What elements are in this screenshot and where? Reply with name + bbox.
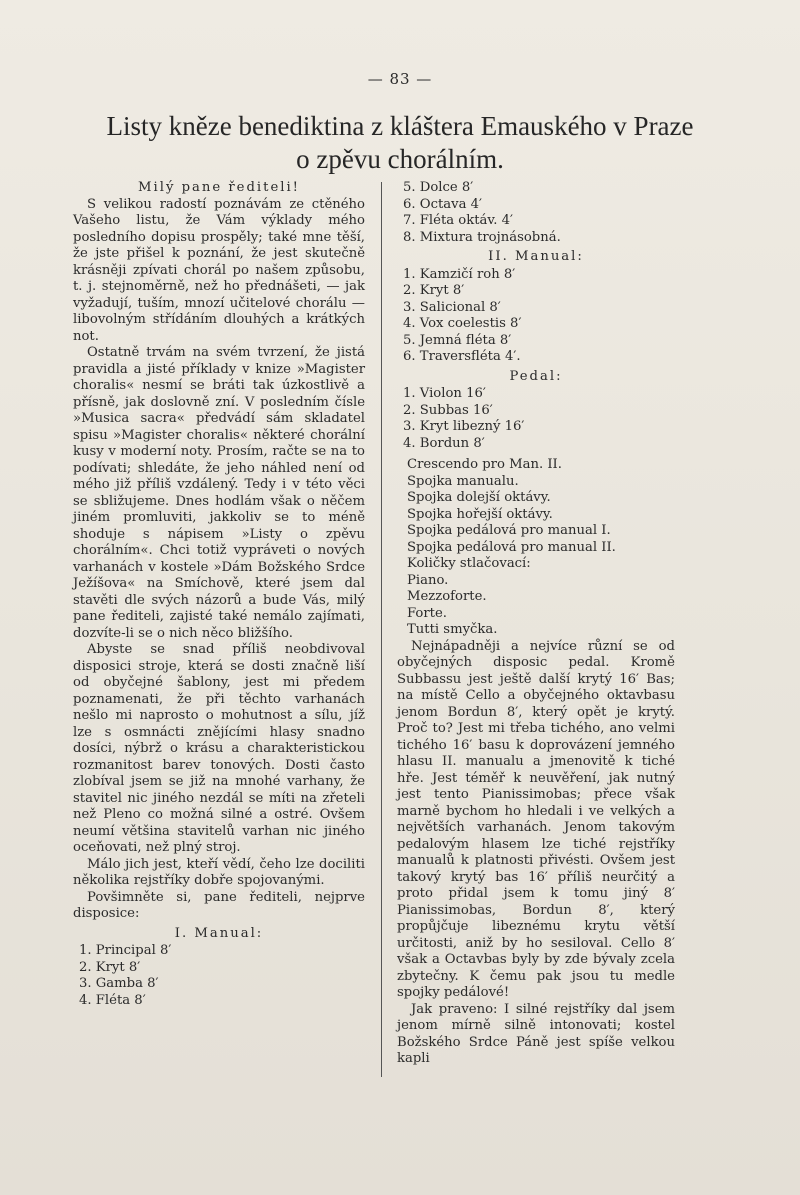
paragraph: Abyste se snad příliš neobdivoval disposici stroje, která se dosti značně liší od obyčejné šablony, jest mi předem poznamenati, že při těchto varhanách nešlo mi naprosto o mohutnost a sílu, jíž lze s osmnácti znějícími hlasy snadno dosíci, nýbrž o krásu a charakteristickou rozmanitost barev tonových. Dosti často zlobíval jsem se již na mnohé varhany, že stavitel nic jiného nezdál se míti na zřeteli než Pleno co možná silné a ostré. Ovšem neumí většina stavitelů varhan nic jiného oceňovati, než plný stroj.	[73, 642, 365, 855]
manual-1-list	[73, 943, 365, 1009]
list-item: 7. Fléta oktáv. 4′	[403, 213, 514, 228]
list-item: 4. Fléta 8′	[79, 992, 146, 1008]
list-item: 2. Subbas 16′	[403, 402, 493, 418]
greeting: Milý pane řediteli!	[138, 180, 300, 195]
extra-item: Spojka pedálová pro manual II.	[407, 539, 616, 555]
extra-item: Mezzoforte.	[407, 589, 487, 604]
title-line-2: o zpěvu chorálním.	[296, 144, 504, 174]
list-item: 2. Kryt 8′	[79, 959, 141, 975]
paragraph: Povšimněte si, pane řediteli, nejprve disposice:	[73, 889, 365, 921]
paragraph: Málo jich jest, kteří vědí, čeho lze dociliti několika rejstříky dobře spojovanými.	[73, 856, 365, 888]
paragraph: Jak praveno: I silné rejstříky dal jsem jenom mírně silně intonovati; kostel Božského Srdce Páně jest spíše velkou kapli	[397, 1001, 675, 1066]
list-item: 4. Vox coelestis 8′	[403, 316, 522, 331]
list-item: 1. Kamzičí roh 8′	[403, 266, 516, 282]
list-item: 8. Mixtura trojnásobná.	[403, 229, 561, 245]
list-item: 3. Gamba 8′	[79, 976, 159, 991]
extra-item: Količky stlačovací:	[407, 556, 531, 571]
manual-2-list	[397, 267, 675, 366]
extra-item: Spojka pedálová pro manual I.	[407, 523, 611, 538]
list-item: 5. Jemná fléta 8′	[403, 332, 512, 348]
right-column	[397, 180, 675, 1068]
list-item: 1. Violon 16′	[403, 386, 486, 401]
pedal-list	[397, 386, 675, 452]
list-item: 6. Octava 4′	[403, 196, 483, 212]
extra-item: Piano.	[407, 572, 449, 588]
paragraph: S velikou radostí poznávám ze ctěného Vašeho listu, že Vám výklady mého posledního dopisu prospěly; také mne těší, že jste přišel k poznání, že jest skutečně krásněji zpívati chorál po našem způsobu, t. j. stejnoměrně, než ho přednášeti, — jak vyžadují, tuším, mnozí učitelové chorálu — libovolným střídáním dlouhých a krátkých not.	[73, 196, 365, 344]
list-item: 4. Bordun 8′	[403, 435, 485, 451]
article-title	[40, 110, 760, 176]
extra-item: Crescendo pro Man. II.	[407, 457, 562, 472]
list-item: 3. Kryt libezný 16′	[403, 419, 525, 434]
extra-item: Spojka dolejší oktávy.	[407, 490, 551, 505]
list-item: 5. Dolce 8′	[403, 180, 474, 195]
extra-item: Forte.	[407, 605, 447, 621]
paragraph: Nejnápadněji a nejvíce různí se od obyčejných disposic pedal. Kromě Subbassu jest ještě další krytý 16′ Bas; na místě Cello a obyčejného oktavbasu jenom Bordun 8′, který opět je krytý. Proč to? Jest mi třeba tichého, ano velmi tichého 16′ basu k doprovázení jemného hlasu II. manualu a jmenovitě k tiché hře. Jest téměř k neuvěření, jak nutný jest tento Pianissimobas; přece však marně bychom ho hledali i ve velkých a největších varhanách. Jenom takovým pedalovým hlasem lze tiché rejstříky manualů k platnosti přivésti. Ovšem jest takový krytý bas 16′ příliš neurčitý a proto přidal jsem k tomu jiný 8′ Pianissimobas, Bordun 8′, který propůjčuje libeznému krytu větší určitosti, aniž by ho sesiloval. Cello 8′ však a Octavbas byly by zde bývaly zcela zbytečny. K čemu pak jsou tu medle spojky pedálové!	[397, 638, 675, 1000]
manual-2-heading: II. Manual:	[488, 249, 584, 264]
list-item: 6. Traversfléta 4′.	[403, 349, 521, 364]
manual-1-heading: I. Manual:	[174, 925, 264, 941]
paragraph: Ostatně trvám na svém tvrzení, že jistá pravidla a jisté příklady v knize »Magister choralis« nesmí se bráti tak úzkostlivě a přísně, jak doslovně zní. V posledním čísle »Musica sacra« předvádí sám skladatel spisu »Magister choralis« některé chorální kusy v moderní noty. Prosím, račte se na to podívati; shledáte, že jeho náhled není od mého již příliš vzdálený. Tedy i v této věci se sbližujeme. Dnes hodlám však o něčem jiném promluviti, jakkoliv se to méně shoduje s nápisem »Listy o zpěvu chorálním«. Chci totiž vypráveti o nových varhanách v kostele »Dám Božského Srdce Ježíšova« na Smíchově, které jsem dal stavěti dle svých názorů a bude Vás, milý pane řediteli, zajisté také nemálo zajímati, dozvíte-li se o nich něco bližšího.	[73, 345, 365, 641]
extra-item: Spojka hořejší oktávy.	[407, 506, 553, 522]
extra-item: Spojka manualu.	[407, 473, 519, 489]
list-item: 3. Salicional 8′	[403, 299, 501, 315]
title-line-1: Listy kněze benediktina z kláštera Emauského v Praze	[106, 111, 694, 141]
page-number: — 83 —	[367, 70, 433, 88]
pedal-heading: Pedal:	[509, 368, 563, 384]
extra-item: Tutti smyčka.	[407, 622, 498, 637]
list-item: 1. Principal 8′	[79, 943, 172, 958]
manual-1-list-continued	[397, 180, 675, 246]
left-column	[73, 180, 365, 1009]
list-item: 2. Kryt 8′	[403, 283, 465, 298]
column-divider	[381, 182, 382, 1077]
